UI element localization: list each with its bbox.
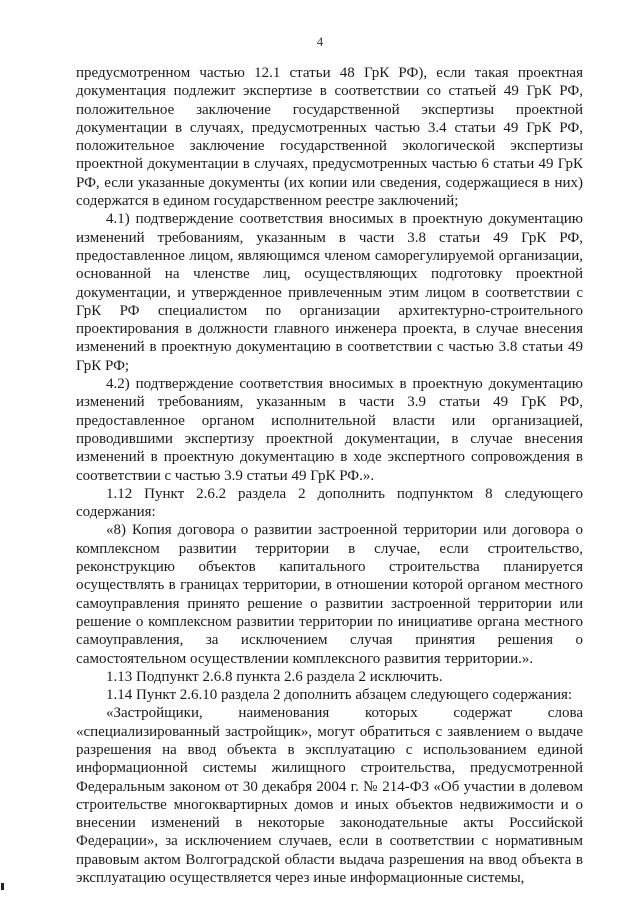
paragraph-4-2: 4.2) подтверждение соответствия вносимых в проектную документацию изменений требованиям, указанным в части 3.9 статьи 49 ГрК РФ, предоставленное органом исполнительной власти или организацией, проводившими экспертизу проектной документации, в случае внесения изменений в проектную документацию в ходе экспертного сопровождения в соответствии с частью 3.9 статьи 49 ГрК РФ.».: [76, 376, 583, 484]
paragraph-quoted-addition: «Застройщики, наименования которых содержат слова «специализированный застройщик», могут обратиться с заявлением о выдаче разрешения на ввод объекта в эксплуатацию с использованием единой информационной системы жилищного строительства, предусмотренной Федеральным законом от 30 декабря 2004 г. № 214-ФЗ «Об участии в долевом строительстве многоквартирных домов и иных объектов недвижимости и о внесении изменений в некоторые законодательные акты Российской Федерации», за исключением случаев, если в соответствии с нормативным правовым актом Волгоградской области выдача разрешения на ввод объекта в эксплуатацию осуществляется через иные информационные системы,: [76, 705, 583, 887]
page-number: 4: [316, 34, 324, 49]
paragraph-1-14: 1.14 Пункт 2.6.10 раздела 2 дополнить абзацем следующего содержания:: [106, 687, 573, 704]
paragraph-1-12: 1.12 Пункт 2.6.2 раздела 2 дополнить подпунктом 8 следующего содержания:: [76, 485, 583, 521]
paragraph-continuation: предусмотренном частью 12.1 статьи 48 ГрК РФ), если такая проектная документация подлежит экспертизе в соответствии со статьей 49 ГрК РФ, положительное заключение государственной экспертизы проектной документации в случаях, предусмотренных частью 3.4 статьи 49 ГрК РФ, положительное заключение государственной экологической экспертизы проектной документации в случаях, предусмотренных частью 6 статьи 49 ГрК РФ, если указанные документы (их копии или сведения, содержащиеся в них) содержатся в едином государственном реестре заключений;: [76, 65, 583, 210]
paragraph-4-1: 4.1) подтверждение соответствия вносимых в проектную документацию изменений требованиям, указанным в части 3.8 статьи 49 ГрК РФ, предоставленное лицом, являющимся членом саморегулируемой организации, основанной на членстве лиц, осуществляющих подготовку проектной документации, и утвержденное привлеченным этим лицом в соответствии с ГрК РФ специалистом по организации архитектурно-строительного проектирования в должности главного инженера проекта, в случае внесения изменений в проектную документацию в соответствии с частью 3.8 статьи 49 ГрК РФ;: [76, 211, 583, 374]
scan-mark: [1, 883, 4, 890]
document-body: [76, 64, 583, 887]
paragraph-item-8: «8) Копия договора о развитии застроенной территории или договора о комплексном развитии территории в случае, если строительство, реконструкцию объектов капитального строительства планируется осуществлять в границах территории, в отношении которой органом местного самоуправления принято решение о развитии застроенной территории или решение о комплексном развитии территории по инициативе органа местного самоуправления, за исключением случая принятия решения о самостоятельном осуществлении комплексного развития территории.».: [76, 522, 583, 667]
paragraph-1-13: 1.13 Подпункт 2.6.8 пункта 2.6 раздела 2 исключить.: [106, 668, 443, 685]
